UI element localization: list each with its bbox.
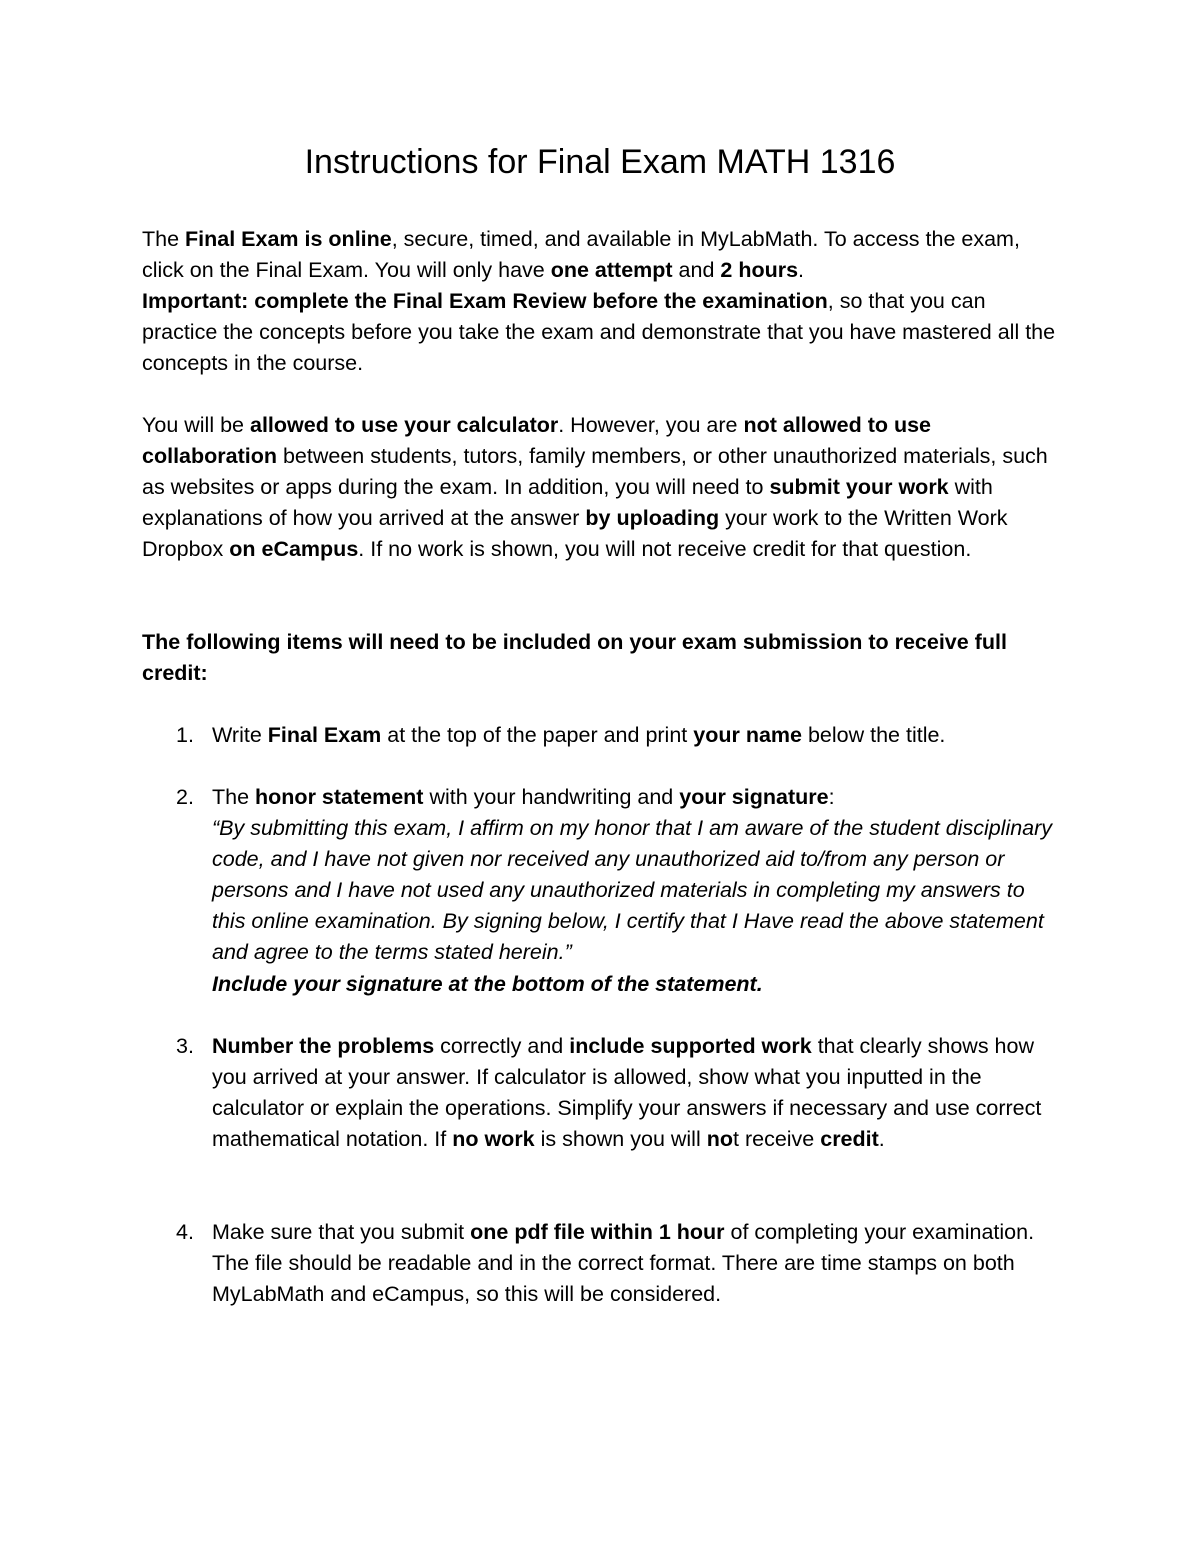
item3-text-3: is shown you will — [534, 1127, 707, 1152]
para2-text-1: You will be — [142, 413, 250, 437]
item1-bold-2: your name — [693, 723, 802, 747]
item3-bold-5: credit — [820, 1127, 879, 1152]
para1-bold-3: 2 hours — [720, 258, 799, 283]
list-item-number: 1. — [176, 723, 194, 747]
para1-text-2: , secure, timed, and available in MyLabMath. To access the exam, click on the Final Exam. You will only have — [142, 227, 1020, 283]
para2-bold-4: by uploading — [585, 506, 720, 531]
para1-text-5: , so that you can practice the concepts before you take the exam and demonstrate that you have mastered all the concepts in the course. — [142, 289, 1056, 376]
honor-statement-quote: “By submitting this exam, I affirm on my honor that I am aware of the student disciplinary code, and I have not given nor received any unauthorized aid to/from any person or persons and I have not used any unauthorized materials in completing my answers to this online examination. By signing below, I certify that I Have read the above statement and agree to the terms stated herein.” — [212, 816, 1053, 965]
para2-bold-1: allowed to use your calculator — [249, 413, 559, 437]
item4-bold-1: one pdf file within 1 hour — [470, 1220, 725, 1244]
list-item-number: 3. — [176, 1034, 194, 1058]
intro-paragraph — [142, 224, 1062, 379]
item3-text-4: t receive — [733, 1127, 821, 1152]
item2-text-3: : — [828, 785, 835, 809]
item2-text-1: The — [212, 785, 256, 809]
requirements-heading-text: The following items will need to be included on your exam submission to receive full credit: — [142, 630, 1007, 686]
item3-bold-3: no work — [452, 1127, 535, 1152]
list-item-text — [212, 782, 1062, 1000]
para1-bold-4: Important: complete the Final Exam Review before the examination — [142, 289, 828, 314]
list-item-number: 2. — [176, 785, 194, 809]
page-title: Instructions for Final Exam MATH 1316 — [304, 143, 896, 181]
signature-instruction: Include your signature at the bottom of the statement. — [212, 971, 763, 996]
para2-text-5: your work to the Written Work Dropbox — [142, 506, 1008, 562]
para2-text-6: . If no work is shown, you will not receive credit for that question. — [358, 537, 972, 562]
para1-bold-2: one attempt — [550, 258, 673, 283]
list-item-text — [212, 1031, 1062, 1155]
item3-text-5: . — [878, 1127, 885, 1152]
item4-text-2: of completing your examination. The file should be readable and in the correct format. There are time stamps on both MyLabMath and eCampus, so this will be considered. — [212, 1220, 1035, 1307]
item1-text-1: Write — [212, 723, 268, 747]
requirements-heading — [142, 627, 1062, 689]
para1-bold-1: Final Exam is online — [185, 227, 392, 251]
para1-text-3: and — [672, 258, 721, 283]
item3-bold-2: include supported work — [569, 1034, 812, 1058]
para2-text-4: with explanations of how you arrived at the answer — [142, 475, 993, 531]
item1-text-2: at the top of the paper and print — [381, 723, 694, 747]
item3-bold-1: Number the problems — [212, 1034, 435, 1058]
list-item-text — [212, 720, 1062, 751]
item2-bold-2: your signature — [679, 785, 829, 809]
list-item-text — [212, 1217, 1062, 1310]
para2-bold-3: submit your work — [769, 475, 949, 500]
list-item-number: 4. — [176, 1220, 194, 1244]
item2-bold-1: honor statement — [255, 785, 424, 809]
item3-text-2: that clearly shows how you arrived at your answer. If calculator is allowed, show what you inputted in the calculator or explain the operations. Simplify your answers if necessary and use correct mathematical notation. If — [212, 1034, 1042, 1152]
item3-bold-4: no — [706, 1127, 733, 1152]
para1-text-4: . — [798, 258, 805, 283]
rules-paragraph — [142, 410, 1062, 565]
item4-text-1: Make sure that you submit — [212, 1220, 471, 1244]
para2-text-2: . However, you are — [558, 413, 744, 437]
item1-bold-1: Final Exam — [267, 723, 382, 747]
item3-text-1: correctly and — [434, 1034, 570, 1058]
para2-bold-5: on eCampus — [229, 537, 359, 562]
para2-bold-2: not allowed to use collaboration — [142, 413, 932, 469]
para2-text-3: between students, tutors, family members, or other unauthorized materials, such as websites or apps during the exam. In addition, you will need to — [142, 444, 1048, 500]
para1-text-1: The — [142, 227, 186, 251]
item2-text-2: with your handwriting and — [423, 785, 680, 809]
item1-text-3: below the title. — [801, 723, 946, 747]
